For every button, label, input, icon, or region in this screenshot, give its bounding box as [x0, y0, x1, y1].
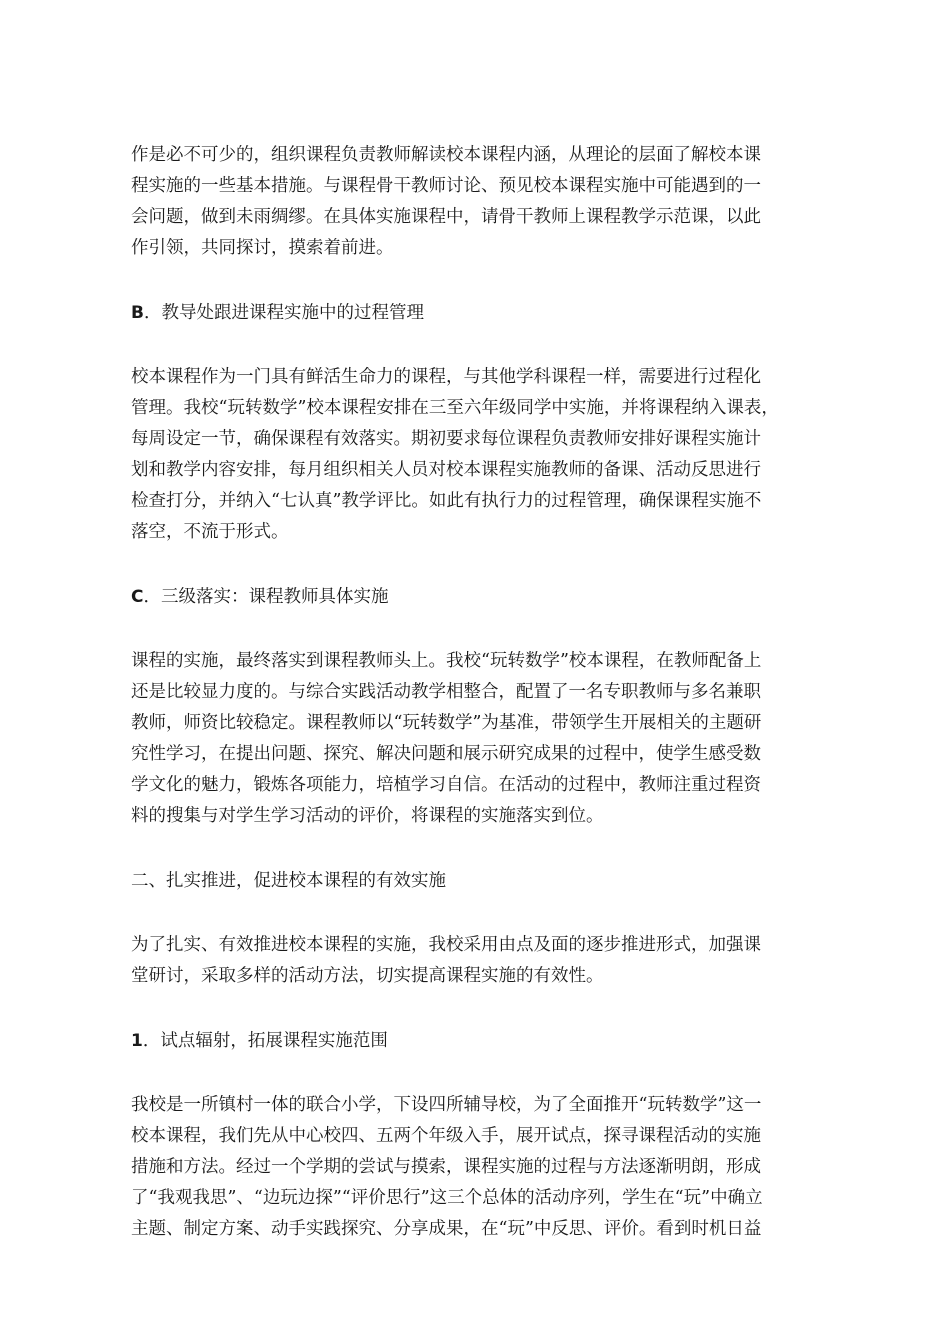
document-body — [131, 140, 823, 1245]
heading-text: ．三级落实：课程教师具体实施 — [143, 587, 389, 607]
paragraph-process-management — [131, 362, 823, 548]
text-line: 为了扎实、有效推进校本课程的实施，我校采用由点及面的逐步推进形式，加强课 — [131, 935, 761, 955]
paragraph-pilot-radiation — [131, 1090, 823, 1245]
section-heading-c — [131, 582, 823, 613]
text-line: 落空，不流于形式。 — [131, 522, 289, 542]
text-line: 料的搜集与对学生学习活动的评价，将课程的实施落实到位。 — [131, 806, 604, 826]
text-line: 究性学习，在提出问题、探究、解决问题和展示研究成果的过程中，使学生感受数 — [131, 744, 761, 764]
text-line: 教师，师资比较稳定。课程教师以“玩转数学”为基准，带领学生开展相关的主题研 — [131, 713, 762, 733]
text-line: 校本课程作为一门具有鲜活生命力的课程，与其他学科课程一样，需要进行过程化 — [131, 367, 761, 387]
heading-marker: C — [131, 587, 144, 607]
text-line: 措施和方法。经过一个学期的尝试与摸索，课程实施的过程与方法逐渐明朗，形成 — [131, 1157, 761, 1177]
section-heading-two — [131, 866, 823, 897]
paragraph-teacher-implementation — [131, 646, 823, 832]
text-line: 每周设定一节，确保课程有效落实。期初要求每位课程负责教师安排好课程实施计 — [131, 429, 761, 449]
heading-text: ．试点辐射，拓展课程实施范围 — [142, 1031, 388, 1051]
text-line: 程实施的一些基本措施。与课程骨干教师讨论、预见校本课程实施中可能遇到的一 — [131, 176, 761, 196]
text-line: 我校是一所镇村一体的联合小学，下设四所辅导校，为了全面推开“玩转数学”这一 — [131, 1095, 762, 1115]
text-line: 还是比较显力度的。与综合实践活动教学相整合，配置了一名专职教师与多名兼职 — [131, 682, 761, 702]
paragraph-intro-continued — [131, 140, 823, 264]
text-line: 检查打分，并纳入“七认真”教学评比。如此有执行力的过程管理，确保课程实施不 — [131, 491, 762, 511]
section-heading-b — [131, 298, 823, 329]
text-line: 作是必不可少的，组织课程负责教师解读校本课程内涵，从理论的层面了解校本课 — [131, 145, 761, 165]
text-line: 会问题，做到未雨绸缪。在具体实施课程中，请骨干教师上课程教学示范课，以此 — [131, 207, 761, 227]
text-line: 管理。我校“玩转数学”校本课程安排在三至六年级同学中实施，并将课程纳入课表， — [131, 398, 779, 418]
text-line: 课程的实施，最终落实到课程教师头上。我校“玩转数学”校本课程，在教师配备上 — [131, 651, 762, 671]
text-line: 主题、制定方案、动手实践探究、分享成果，在“玩”中反思、评价。看到时机日益 — [131, 1219, 762, 1239]
text-line: 校本课程，我们先从中心校四、五两个年级入手，展开试点，探寻课程活动的实施 — [131, 1126, 761, 1146]
heading-text: ．教导处跟进课程实施中的过程管理 — [143, 303, 424, 323]
text-line: 了“我观我思”、“边玩边探”“评价思行”这三个总体的活动序列，学生在“玩”中确立 — [131, 1188, 763, 1208]
text-line: 学文化的魅力，锻炼各项能力，培植学习自信。在活动的过程中，教师注重过程资 — [131, 775, 761, 795]
heading-marker: 1 — [131, 1031, 143, 1051]
heading-marker: B — [131, 303, 144, 323]
text-line: 划和教学内容安排，每月组织相关人员对校本课程实施教师的备课、活动反思进行 — [131, 460, 761, 480]
paragraph-effective-implementation — [131, 930, 823, 992]
text-line: 堂研讨，采取多样的活动方法，切实提高课程实施的有效性。 — [131, 966, 604, 986]
heading-text: 二、扎实推进，促进校本课程的有效实施 — [131, 871, 446, 891]
text-line: 作引领，共同探讨，摸索着前进。 — [131, 238, 394, 258]
section-heading-1 — [131, 1026, 823, 1057]
